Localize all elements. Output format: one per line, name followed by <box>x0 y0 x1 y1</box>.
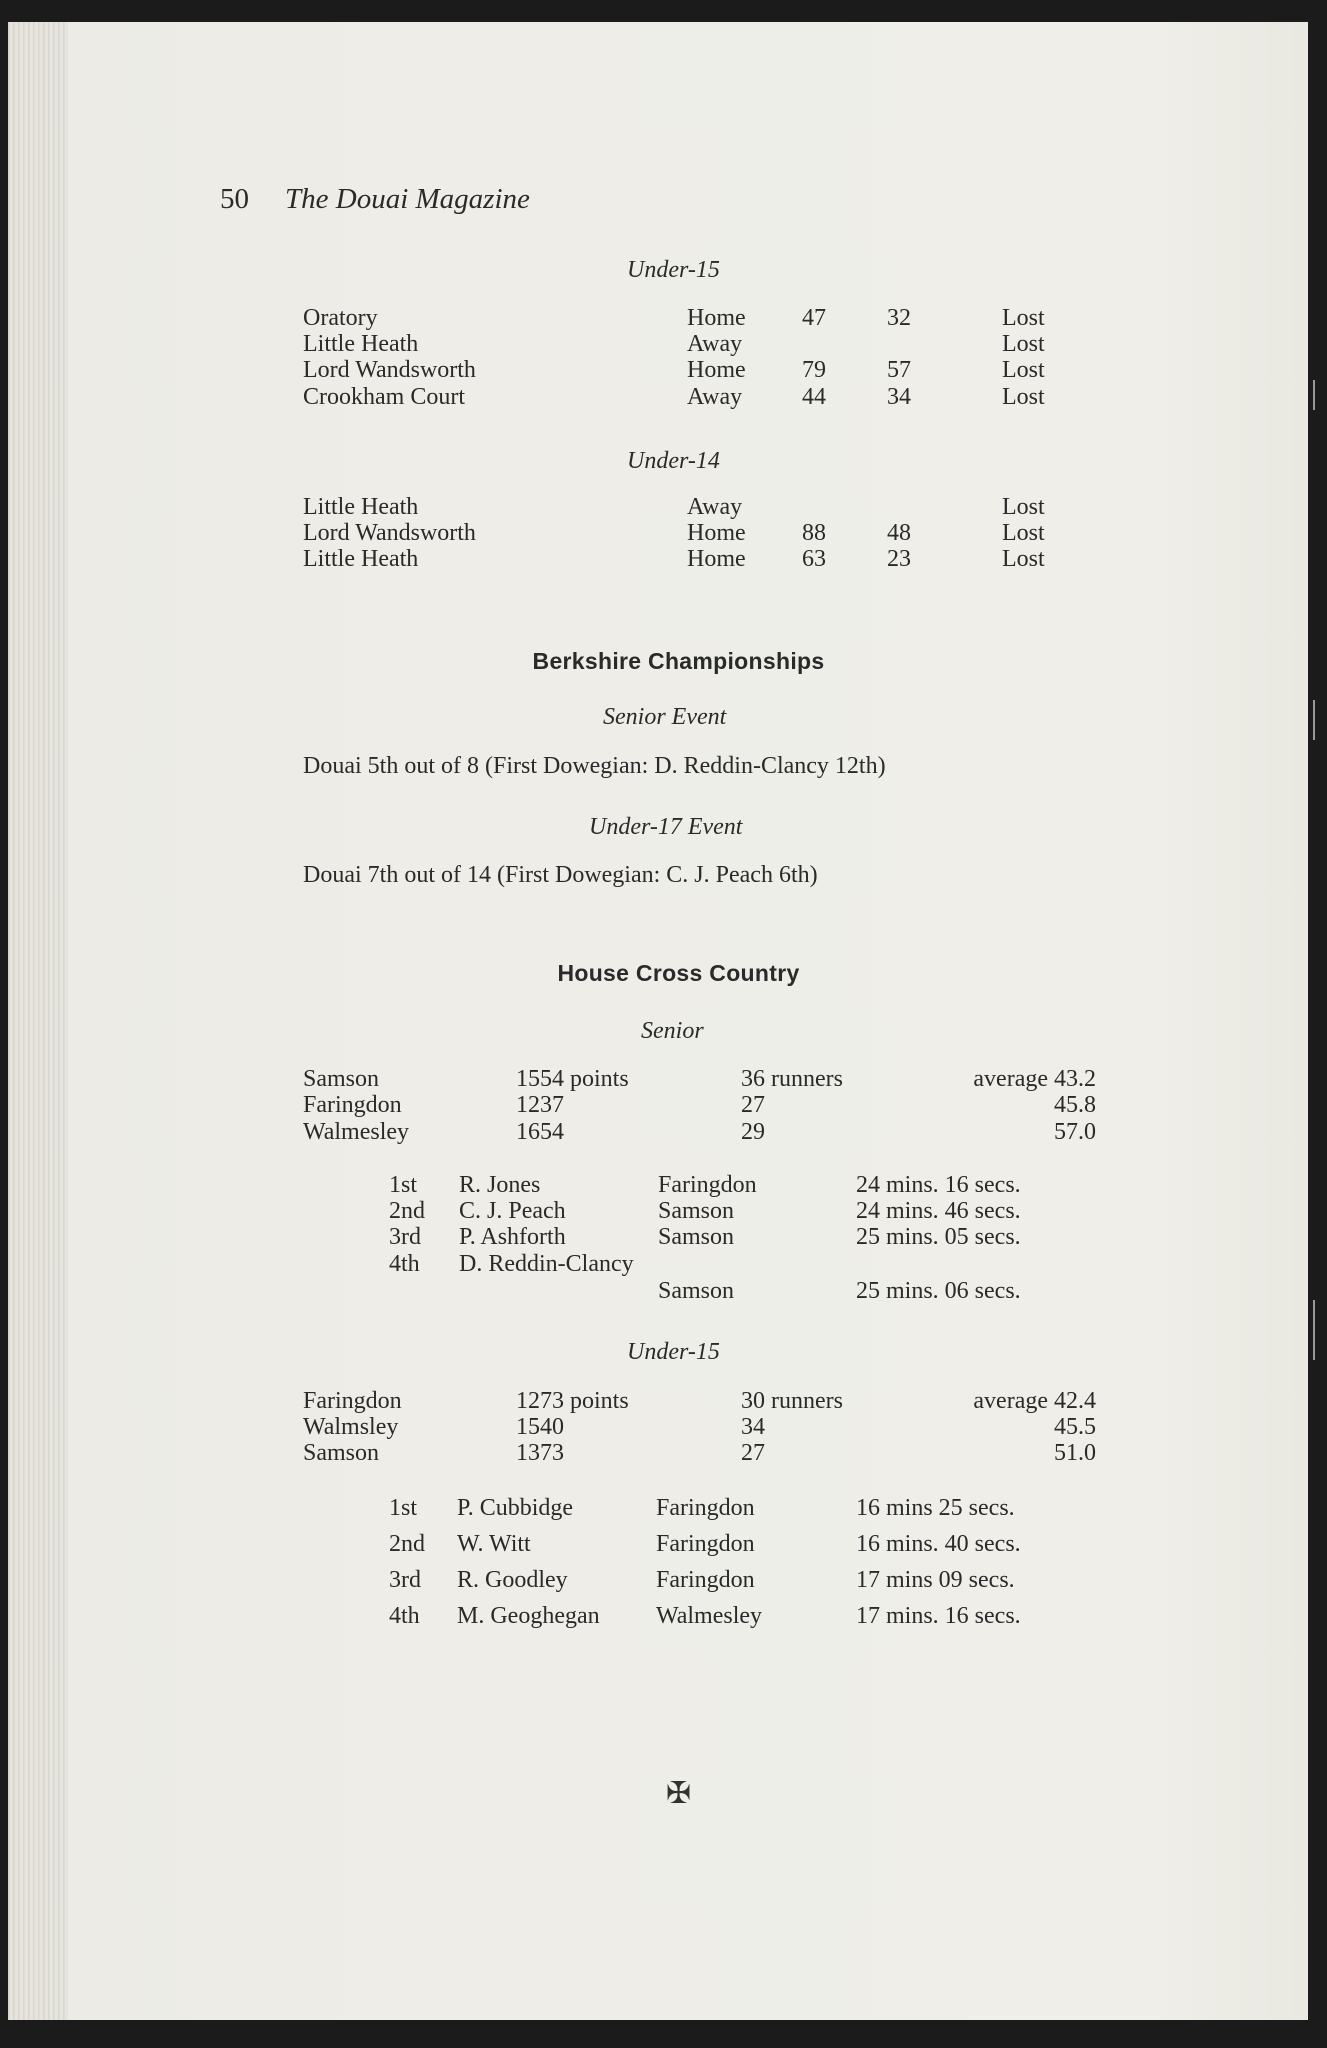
house-name: Samson <box>303 1066 380 1092</box>
position: 4th <box>389 1251 420 1277</box>
average: average 42.4 <box>973 1388 1096 1414</box>
runners: 29 <box>741 1119 765 1145</box>
venue: Home <box>687 357 746 383</box>
position: 3rd <box>389 1224 421 1250</box>
house-name: Walmsley <box>303 1414 399 1440</box>
runner-name: W. Witt <box>457 1531 531 1557</box>
runner-name: M. Geoghegan <box>457 1603 600 1629</box>
running-title: The Douai Magazine <box>285 183 530 215</box>
time: 16 mins. 40 secs. <box>856 1531 1021 1557</box>
runner-name: R. Jones <box>459 1172 541 1198</box>
runner-house: Faringdon <box>656 1495 755 1521</box>
u17-event-result: Douai 7th out of 14 (First Dowegian: C. J. Peach 6th) <box>303 862 818 888</box>
margin-mark <box>1313 700 1315 740</box>
u14-heading: Under-14 <box>627 448 720 474</box>
runner-house: Samson <box>658 1224 735 1250</box>
score: 57 <box>887 357 911 383</box>
result: Lost <box>1002 331 1045 357</box>
points: 1273 points <box>516 1388 629 1414</box>
runner-name: C. J. Peach <box>459 1198 566 1224</box>
runner-name: P. Ashforth <box>459 1224 566 1250</box>
position: 1st <box>389 1172 418 1198</box>
venue: Home <box>687 520 746 546</box>
runner-house: Faringdon <box>656 1567 755 1593</box>
score: 48 <box>887 520 911 546</box>
score: 44 <box>802 384 826 410</box>
average: 45.5 <box>1054 1414 1096 1440</box>
points: 1540 <box>516 1414 564 1440</box>
score: 47 <box>802 305 826 331</box>
venue: Away <box>687 494 743 520</box>
senior-event-heading: Senior Event <box>603 704 727 730</box>
venue: Away <box>687 384 743 410</box>
cross-ornament-icon: ✠ <box>665 1776 692 1811</box>
margin-mark <box>1313 1300 1315 1360</box>
time: 25 mins. 06 secs. <box>856 1278 1021 1304</box>
runner-house: Samson <box>658 1198 735 1224</box>
time: 24 mins. 16 secs. <box>856 1172 1021 1198</box>
average: 51.0 <box>1054 1440 1096 1466</box>
runners: 27 <box>741 1440 765 1466</box>
time: 25 mins. 05 secs. <box>856 1224 1021 1250</box>
position: 2nd <box>389 1198 425 1224</box>
venue: Home <box>687 546 746 572</box>
team-name: Little Heath <box>303 331 419 357</box>
result: Lost <box>1002 546 1045 572</box>
team-name: Crookham Court <box>303 384 465 410</box>
senior-event-result: Douai 5th out of 8 (First Dowegian: D. Reddin-Clancy 12th) <box>303 753 886 779</box>
berkshire-heading: Berkshire Championships <box>532 648 825 674</box>
score: 34 <box>887 384 911 410</box>
team-name: Oratory <box>303 305 378 331</box>
runners: 36 runners <box>741 1066 843 1092</box>
house-name: Faringdon <box>303 1092 402 1118</box>
margin-mark <box>1313 380 1315 410</box>
runner-name: P. Cubbidge <box>457 1495 574 1521</box>
page-edge-shading <box>8 22 68 2020</box>
time: 16 mins 25 secs. <box>856 1495 1015 1521</box>
page-number: 50 <box>220 183 249 215</box>
runners: 34 <box>741 1414 765 1440</box>
score: 63 <box>802 546 826 572</box>
average: 57.0 <box>1054 1119 1096 1145</box>
points: 1373 <box>516 1440 564 1466</box>
team-name: Lord Wandsworth <box>303 520 476 546</box>
house-name: Walmesley <box>303 1119 410 1145</box>
points: 1554 points <box>516 1066 629 1092</box>
runner-house: Faringdon <box>658 1172 757 1198</box>
runner-house: Walmesley <box>656 1603 763 1629</box>
runner-house: Samson <box>658 1278 735 1304</box>
team-name: Little Heath <box>303 546 419 572</box>
points: 1654 <box>516 1119 564 1145</box>
venue: Home <box>687 305 746 331</box>
runner-name: R. Goodley <box>457 1567 568 1593</box>
score: 23 <box>887 546 911 572</box>
time: 17 mins. 16 secs. <box>856 1603 1021 1629</box>
u17-event-heading: Under-17 Event <box>589 814 743 840</box>
time: 24 mins. 46 secs. <box>856 1198 1021 1224</box>
house-xc-heading: House Cross Country <box>557 960 800 986</box>
position: 4th <box>389 1603 420 1629</box>
position: 3rd <box>389 1567 421 1593</box>
runner-name: D. Reddin-Clancy <box>459 1251 634 1277</box>
result: Lost <box>1002 357 1045 383</box>
position: 1st <box>389 1495 418 1521</box>
result: Lost <box>1002 494 1045 520</box>
house-name: Faringdon <box>303 1388 402 1414</box>
runner-house: Faringdon <box>656 1531 755 1557</box>
score: 88 <box>802 520 826 546</box>
average: 45.8 <box>1054 1092 1096 1118</box>
time: 17 mins 09 secs. <box>856 1567 1015 1593</box>
result: Lost <box>1002 384 1045 410</box>
u15-heading: Under-15 <box>627 257 720 283</box>
result: Lost <box>1002 520 1045 546</box>
team-name: Lord Wandsworth <box>303 357 476 383</box>
position: 2nd <box>389 1531 425 1557</box>
points: 1237 <box>516 1092 564 1118</box>
result: Lost <box>1002 305 1045 331</box>
senior-heading: Senior <box>641 1018 704 1044</box>
venue: Away <box>687 331 743 357</box>
team-name: Little Heath <box>303 494 419 520</box>
runners: 27 <box>741 1092 765 1118</box>
u15-house-heading: Under-15 <box>627 1339 720 1365</box>
score: 79 <box>802 357 826 383</box>
house-name: Samson <box>303 1440 380 1466</box>
score: 32 <box>887 305 911 331</box>
runners: 30 runners <box>741 1388 843 1414</box>
average: average 43.2 <box>973 1066 1096 1092</box>
